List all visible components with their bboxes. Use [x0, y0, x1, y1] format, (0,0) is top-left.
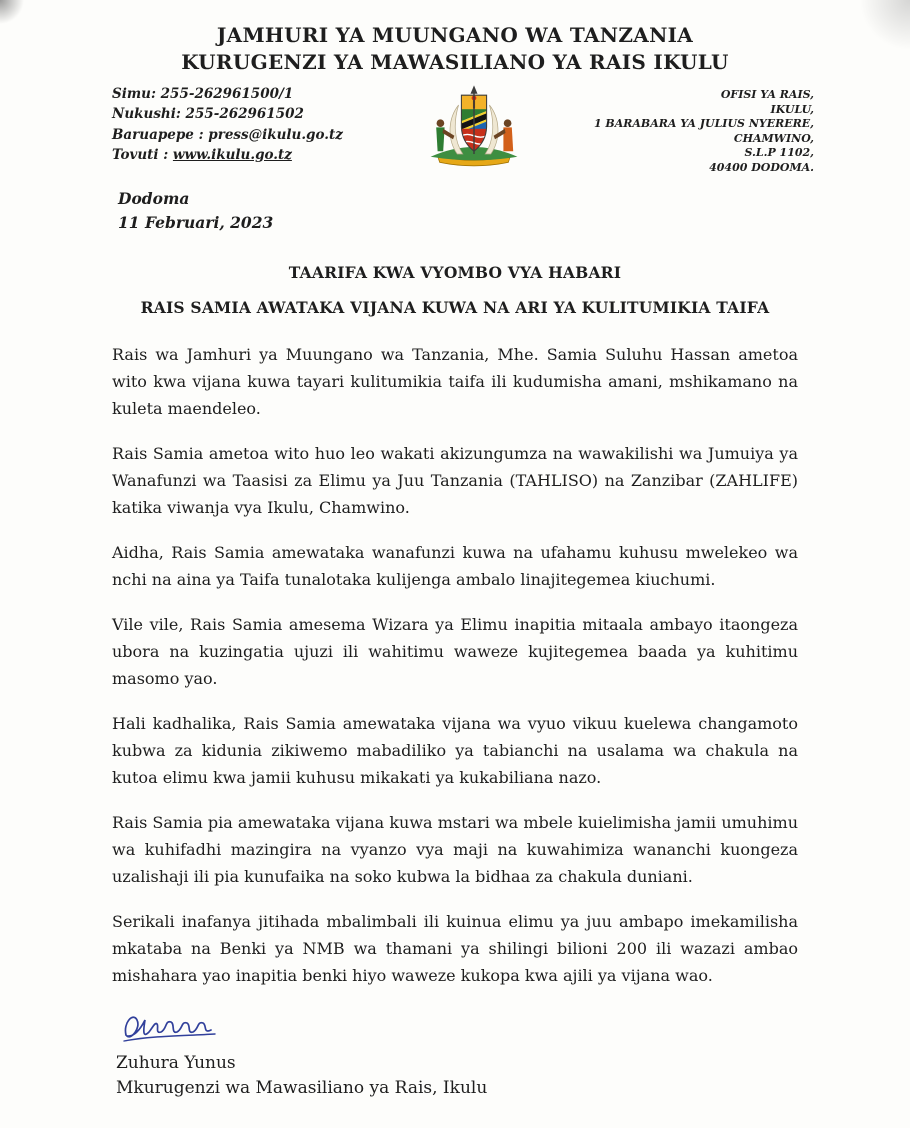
- body-text: [112, 341, 798, 989]
- website-label: Tovuti :: [112, 146, 173, 163]
- website-link: www.ikulu.go.tz: [172, 146, 292, 163]
- signature-scribble: [118, 1007, 238, 1049]
- email-line: Baruapepe : press@ikulu.go.tz: [112, 126, 343, 143]
- press-release-title: RAIS SAMIA AWATAKA VIJANA KUWA NA ARI YA KULITUMIKIA TAIFA: [140, 298, 770, 318]
- paragraph: Aidha, Rais Samia amewataka wanafunzi kuwa na ufahamu kuhusu mwelekeo wa nchi na aina ya Taifa tunalotaka kulijenga ambalo linajitegemea kiuchumi.: [112, 543, 798, 590]
- paragraph: Rais Samia pia amewataka vijana kuwa mstari wa mbele kuielimisha jamii umuhimu wa kuhifadhi mazingira na vyanzo vya maji na kuwahimiza wananchi kuongeza uzalishaji ili pia kunufaika na soko kubwa la bidhaa za chakula duniani.: [112, 813, 798, 887]
- signatory-name: Zuhura Yunus: [116, 1053, 236, 1074]
- press-release-kicker: TAARIFA KWA VYOMBO VYA HABARI: [288, 263, 622, 283]
- fax-line: Nukushi: 255-262961502: [112, 106, 304, 123]
- org-title-line2: KURUGENZI YA MAWASILIANO YA RAIS IKULU: [181, 50, 729, 74]
- address-line: CHAMWINO,: [733, 131, 814, 145]
- letterhead: [0, 76, 910, 175]
- office-address-block: [564, 84, 814, 175]
- address-line: IKULU,: [770, 102, 814, 116]
- paragraph: Serikali inafanya jitihada mbalimbali ili kuinua elimu ya juu ambapo imekamilisha mkataba na Benki ya NMB wa thamani ya shilingi bilioni 200 ili wazazi ambao mishahara yao inapitia benki hiyo waweze kukopa kwa ajili ya vijana wao.: [112, 912, 798, 986]
- paragraph: Rais wa Jamhuri ya Muungano wa Tanzania, Mhe. Samia Suluhu Hassan ametoa wito kwa vijana kuwa tayari kulitumikia taifa ili kudumisha amani, mshikamano na kuleta maendeleo.: [112, 345, 798, 419]
- tanzania-coat-of-arms-icon: [384, 84, 564, 168]
- signature-block: [116, 1007, 910, 1098]
- paragraph: Rais Samia ametoa wito huo leo wakati akizungumza na wawakilishi wa Jumuiya ya Wanafunzi wa Taasisi za Elimu ya Juu Tanzania (TAHLISO) na Zanzibar (ZAHLIFE) katika viwanja vya Ikulu, Chamwino.: [112, 444, 798, 518]
- signatory-title: Mkurugenzi wa Mawasiliano ya Rais, Ikulu: [116, 1078, 488, 1099]
- address-line: 1 BARABARA YA JULIUS NYERERE,: [593, 117, 814, 131]
- address-line: OFISI YA RAIS,: [720, 88, 814, 101]
- dateline-city: Dodoma: [118, 189, 190, 209]
- dateline: [118, 187, 910, 235]
- org-title-line1: JAMHURI YA MUUNGANO WA TANZANIA: [216, 23, 694, 47]
- phone-line: Simu: 255-262961500/1: [112, 86, 294, 102]
- address-line: S.L.P 1102,: [744, 146, 814, 160]
- paragraph: Vile vile, Rais Samia amesema Wizara ya Elimu inapitia mitaala ambayo itaongeza ubora na kuzingatia ujuzi ili wahitimu waweze kujitegemea baada ya kuhitimu masomo yao.: [112, 615, 798, 689]
- dateline-date: 11 Februari, 2023: [118, 213, 274, 233]
- contact-block: [112, 84, 384, 165]
- address-line: 40400 DODOMA.: [709, 160, 814, 174]
- website-line: [112, 145, 384, 165]
- paragraph: Hali kadhalika, Rais Samia amewataka vijana wa vyuo vikuu kuelewa changamoto kubwa za kidunia zikiwemo mabadiliko ya tabianchi na usalama wa chakula na kutoa elimu kwa jamii kuhusu mikakati ya kukabiliana nazo.: [112, 714, 798, 788]
